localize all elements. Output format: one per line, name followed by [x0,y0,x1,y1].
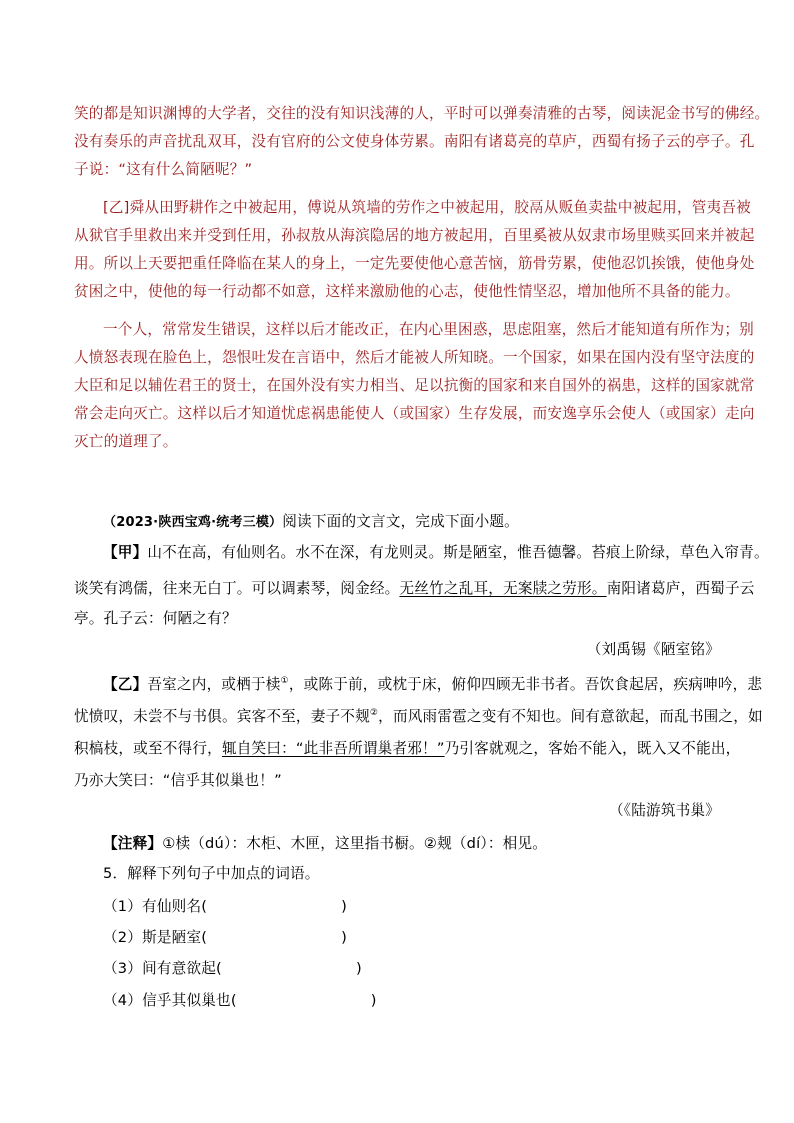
q5-item-1-close: ) [341,898,348,915]
translation-line-2: 没有奏乐的声音扰乱双耳，没有官府的公文使身体劳累。南阳有诸葛亮的草庐，西蜀有扬子云的亭子。孔 [74,133,755,150]
translation-person-line-3: 大臣和足以辅佐君王的贤士，在国外没有实力相当、足以抗衡的国家和来自国外的祸患，这样的国家就常 [74,377,755,394]
question-header [103,512,519,533]
jia-attribution: （刘禹锡《陋室铭》 [586,641,720,658]
yi-line-1 [103,675,762,695]
q5-item-4-text: （4）信乎其似巢也( [103,992,237,1009]
question-instruction: 阅读下面的文言文，完成下面小题。 [282,513,519,530]
notes-line [103,834,547,854]
translation-person-line-5: 灭亡的道理了。 [74,433,178,450]
yi-text-1b: ，或陈于前，或枕于床，俯仰四顾无非书者。吾饮食起居，疾病呻吟，悲 [288,676,763,693]
yi-text-3a: 积槁枝，或至不得行， [74,740,222,757]
q5-item-1-text: （1）有仙则名( [103,898,208,915]
yi-line-3 [74,739,740,759]
question-source: （2023·陕西宝鸡·统考三模） [103,515,283,530]
translation-person-line-1: 一个人，常常发生错误，这样以后才能改正，在内心里困惑，思虑阻塞，然后才能知道有所作为；别 [103,321,754,338]
notes-text: ①椟（dú）：木柜、木匣，这里指书橱。②觌（dí）：相见。 [162,835,548,852]
translation-person-line-2: 人愤怒表现在脸色上，怨恨吐发在言语中，然后才能被人所知晓。一个国家，如果在国内没有坚守法度的 [74,349,755,366]
yi-label: 【乙】 [103,676,148,693]
q5-item-2 [103,928,347,948]
yi-note-marker-1: ① [280,676,289,687]
q5-item-1 [103,897,347,917]
q5-item-4-close: ) [370,992,377,1009]
yi-note-marker-2: ② [369,708,379,719]
jia-line-3: 亭。孔子云：何陋之有？ [74,610,237,627]
jia-text-2a: 谈笑有鸿儒，往来无白丁。可以调素琴，阅金经。 [74,580,400,597]
jia-underlined-sentence: 无丝竹之乱耳，无案牍之劳形。 [399,580,607,597]
translation-yi-line-2: 从狱官手里救出来并受到任用，孙叔敖从海滨隐居的地方被起用，百里奚被从奴隶市场里赎买回来并被起 [74,227,755,244]
translation-person-line-4: 常会走向灭亡。这样以后才知道忧虑祸患能使人（或国家）生存发展，而安逸享乐会使人（或国家）走向 [74,405,755,422]
translation-yi-line-3: 用。所以上天要把重任降临在某人的身上，一定先要使他心意苦恼，筋骨劳累，使他忍饥挨饿，使他身处 [74,255,755,272]
q5-item-3 [103,959,362,979]
q5-item-2-text: （2）斯是陋室( [103,929,208,946]
yi-underlined-sentence: 辄自笑曰：“此非吾所谓巢者邪！” [221,740,445,757]
translation-yi-line-4: 贫困之中，使他的每一行动都不如意，这样来激励他的心志，使他性情坚忍，增加他所不具备的能力。 [74,283,740,300]
yi-line-2 [74,707,763,727]
notes-label: 【注释】 [103,835,163,852]
jia-label: 【甲】 [103,544,148,561]
yi-text-3b: 乃引客就观之，客始不能入，既入又不能出， [444,740,741,757]
jia-text-2b: 南阳诸葛庐，西蜀子云 [606,580,755,597]
q5-item-2-close: ) [341,929,348,946]
q5-item-4 [103,991,377,1011]
yi-attribution: （《陆游筑书巢》 [608,802,720,819]
q5-stem: 5．解释下列句子中加点的词语。 [103,865,320,882]
translation-line-3: 子说：“这有什么简陋呢？” [74,161,253,178]
yi-text-2a: 忧愤叹，未尝不与书俱。宾客不至，妻子不觌 [74,708,370,725]
jia-line-2 [74,579,755,599]
jia-text-1: 山不在高，有仙则名。水不在深，有龙则灵。斯是陋室，惟吾德馨。苔痕上阶绿，草色入帘青。 [147,544,769,561]
q5-item-3-close: ) [355,960,362,977]
yi-line-4: 乃亦大笑曰：“信乎其似巢也！” [74,772,282,789]
yi-text-2b: ，而风雨雷雹之变有不知也。间有意欲起，而乱书围之，如 [378,708,763,725]
q5-item-3-text: （3）间有意欲起( [103,960,222,977]
jia-line-1 [103,543,769,563]
translation-yi-line-1: [乙]舜从田野耕作之中被起用，傅说从筑墙的劳作之中被起用，胶鬲从贩鱼卖盐中被起用，管夷吾被 [103,199,751,216]
yi-text-1a: 吾室之内，或栖于椟 [147,676,281,693]
translation-line-1: 笑的都是知识渊博的大学者，交往的没有知识浅薄的人，平时可以弹奏清雅的古琴，阅读泥金书写的佛经。 [74,105,770,122]
